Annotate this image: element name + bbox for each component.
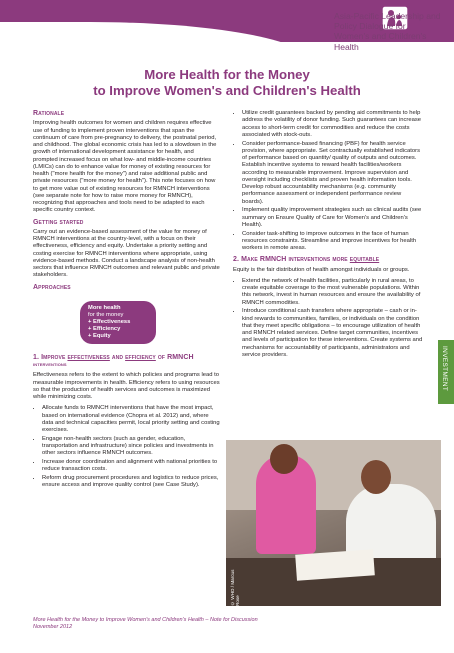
section-1-text: Effectiveness refers to the extent to which policies and programs lead to measurable improvements in health. Efficiency refers to using resources so that the production of health services and outcomes is maximized while minimizing costs. xyxy=(33,372,220,400)
list-item: • Consider task-shifting to improve outcomes in the face of human resources constraints. Streamline and improve incentives for health workers in remote areas. xyxy=(242,231,423,253)
section-1-heading: 1. Improve effectiveness and efficiency of RMNCH interventions xyxy=(33,353,194,368)
list-item: • Consider performance-based financing (PBF) for health service provision, where appropriate. Set contractually established indicators of performance based on quantity/ quality of outputs and outcomes. Establish incentive systems to reward health facilities/workers according to measurable improvement. Improve supervision and oversight including checklists and proven health information tools. Develop robust accountability mechanisms (e.g. community performance assessment or independent performance review boards). xyxy=(242,141,423,206)
page-title xyxy=(88,67,366,98)
box-item-efficiency: + Efficiency xyxy=(88,325,121,332)
list-item: • Implement quality improvement strategies such as clinical audits (see summary on Ensure Quality of Care for Women's and Children's Health). xyxy=(242,207,423,229)
side-tab-label: INVESTMENT xyxy=(441,346,448,392)
header-curve xyxy=(0,22,310,62)
box-line-2: for the money xyxy=(88,311,124,318)
health-worker-photo xyxy=(226,440,441,606)
box-item-equity: + Equity xyxy=(88,332,111,339)
list-item: • Allocate funds to RMNCH interventions that have the most impact, based on international evidence (Chopra et al. 2012) and, where data and technical capacities permit, local priority setting and costing exercises. xyxy=(42,405,220,434)
box-line-1: More health xyxy=(88,304,121,311)
investment-side-tab xyxy=(438,340,454,404)
photo-credit: © WHO / Marcus Rose xyxy=(230,569,240,606)
list-item: • Increase donor coordination and alignment with national priorities to reduce transaction costs. xyxy=(42,459,220,474)
section-2-bullets xyxy=(233,278,423,359)
approaches-heading: Approaches xyxy=(33,283,71,291)
section-2-heading: 2. Make RMNCH interventions more equitable xyxy=(233,256,380,264)
footer xyxy=(33,617,433,631)
list-item: • Engage non-health sectors (such as gender, education, transportation and infrastructure) since policies and investments in other sectors influence RMNCH outcomes. xyxy=(42,436,220,458)
getting-started-text: Carry out an evidence-based assessment of the value for money of RMNCH interventions at the country-level, with a focus on their effectiveness, efficiency and equity. Undertake a priority setting and costing exercise for RMNCH interventions where appropriate, using evidence-based methods. Conduct a landscape analysis of non-health sectors that influence RMNCH outcomes and relevant public and private stakeholders. xyxy=(33,228,220,279)
left-column xyxy=(33,110,220,494)
right-top-bullets xyxy=(233,110,423,252)
right-column xyxy=(233,110,423,363)
rationale-heading: Rationale xyxy=(33,110,65,117)
footer-line-1: More Health for the Money to Improve Women's and Children's Health – Note for Discussion xyxy=(33,617,258,623)
list-item: • Introduce conditional cash transfers where appropriate – cash or in-kind rewards to communities, families, or individuals on the condition that they meet specific obligations – to encourage utilization of health and RMNCH related services. Define target communities, incentives and levels of participation for these interventions. Create systems and mechanisms for accountability of participants, administrators and service providers. xyxy=(242,308,423,359)
list-item: • Extend the network of health facilities, particularly in rural areas, to create equitable coverage to the most vulnerable populations. Within this network, invest in human resources and ensure the availability of RMNCH commodities. xyxy=(242,278,423,307)
list-item: • Reform drug procurement procedures and logistics to reduce prices, ensure access and improve quality control (see Case Study). xyxy=(42,475,220,490)
box-item-effectiveness: + Effectiveness xyxy=(88,318,131,325)
rationale-text: Improving health outcomes for women and children requires effective use of funding to implement proven interventions that span the continuum of care from pre-pregnancy to delivery, the postnatal period, and childhood. The global economic crisis has led to a slowdown in the growth of international development assistance for health, and prompted increased focus on what low- and middle-income countries (LMICs) can do to enhance value for money of existing resources for health ("more health for the money") and raise additional public and private resources ("more money for health"). This note focuses on how to get more value out of existing resources for RMNCH interventions (see separate note for how to raise more money for RMNCH), recognizing that approaches and tools need to be adapted to each specific country context. xyxy=(33,120,217,214)
header-title: Asia-Pacific Leadership and Policy Dialogue for Women's and Children's Health xyxy=(334,11,441,52)
title-line-2: to Improve Women's and Children's Health xyxy=(93,82,361,98)
section-1-bullets xyxy=(33,405,220,489)
photo-paper xyxy=(295,549,375,580)
getting-started-heading: Getting started xyxy=(33,218,84,226)
more-health-box xyxy=(80,301,156,344)
list-item: • Utilize credit guarantees backed by pending aid commitments to help address the volatility of donor funding. Such guarantees can increase access to short-term credit for commodities and reduce the costs associated with stock-outs. xyxy=(242,110,423,139)
footer-date: November 2012 xyxy=(33,624,73,630)
section-2-text: Equity is the fair distribution of health amongst individuals or groups. xyxy=(233,266,410,273)
title-line-1: More Health for the Money xyxy=(144,67,310,82)
